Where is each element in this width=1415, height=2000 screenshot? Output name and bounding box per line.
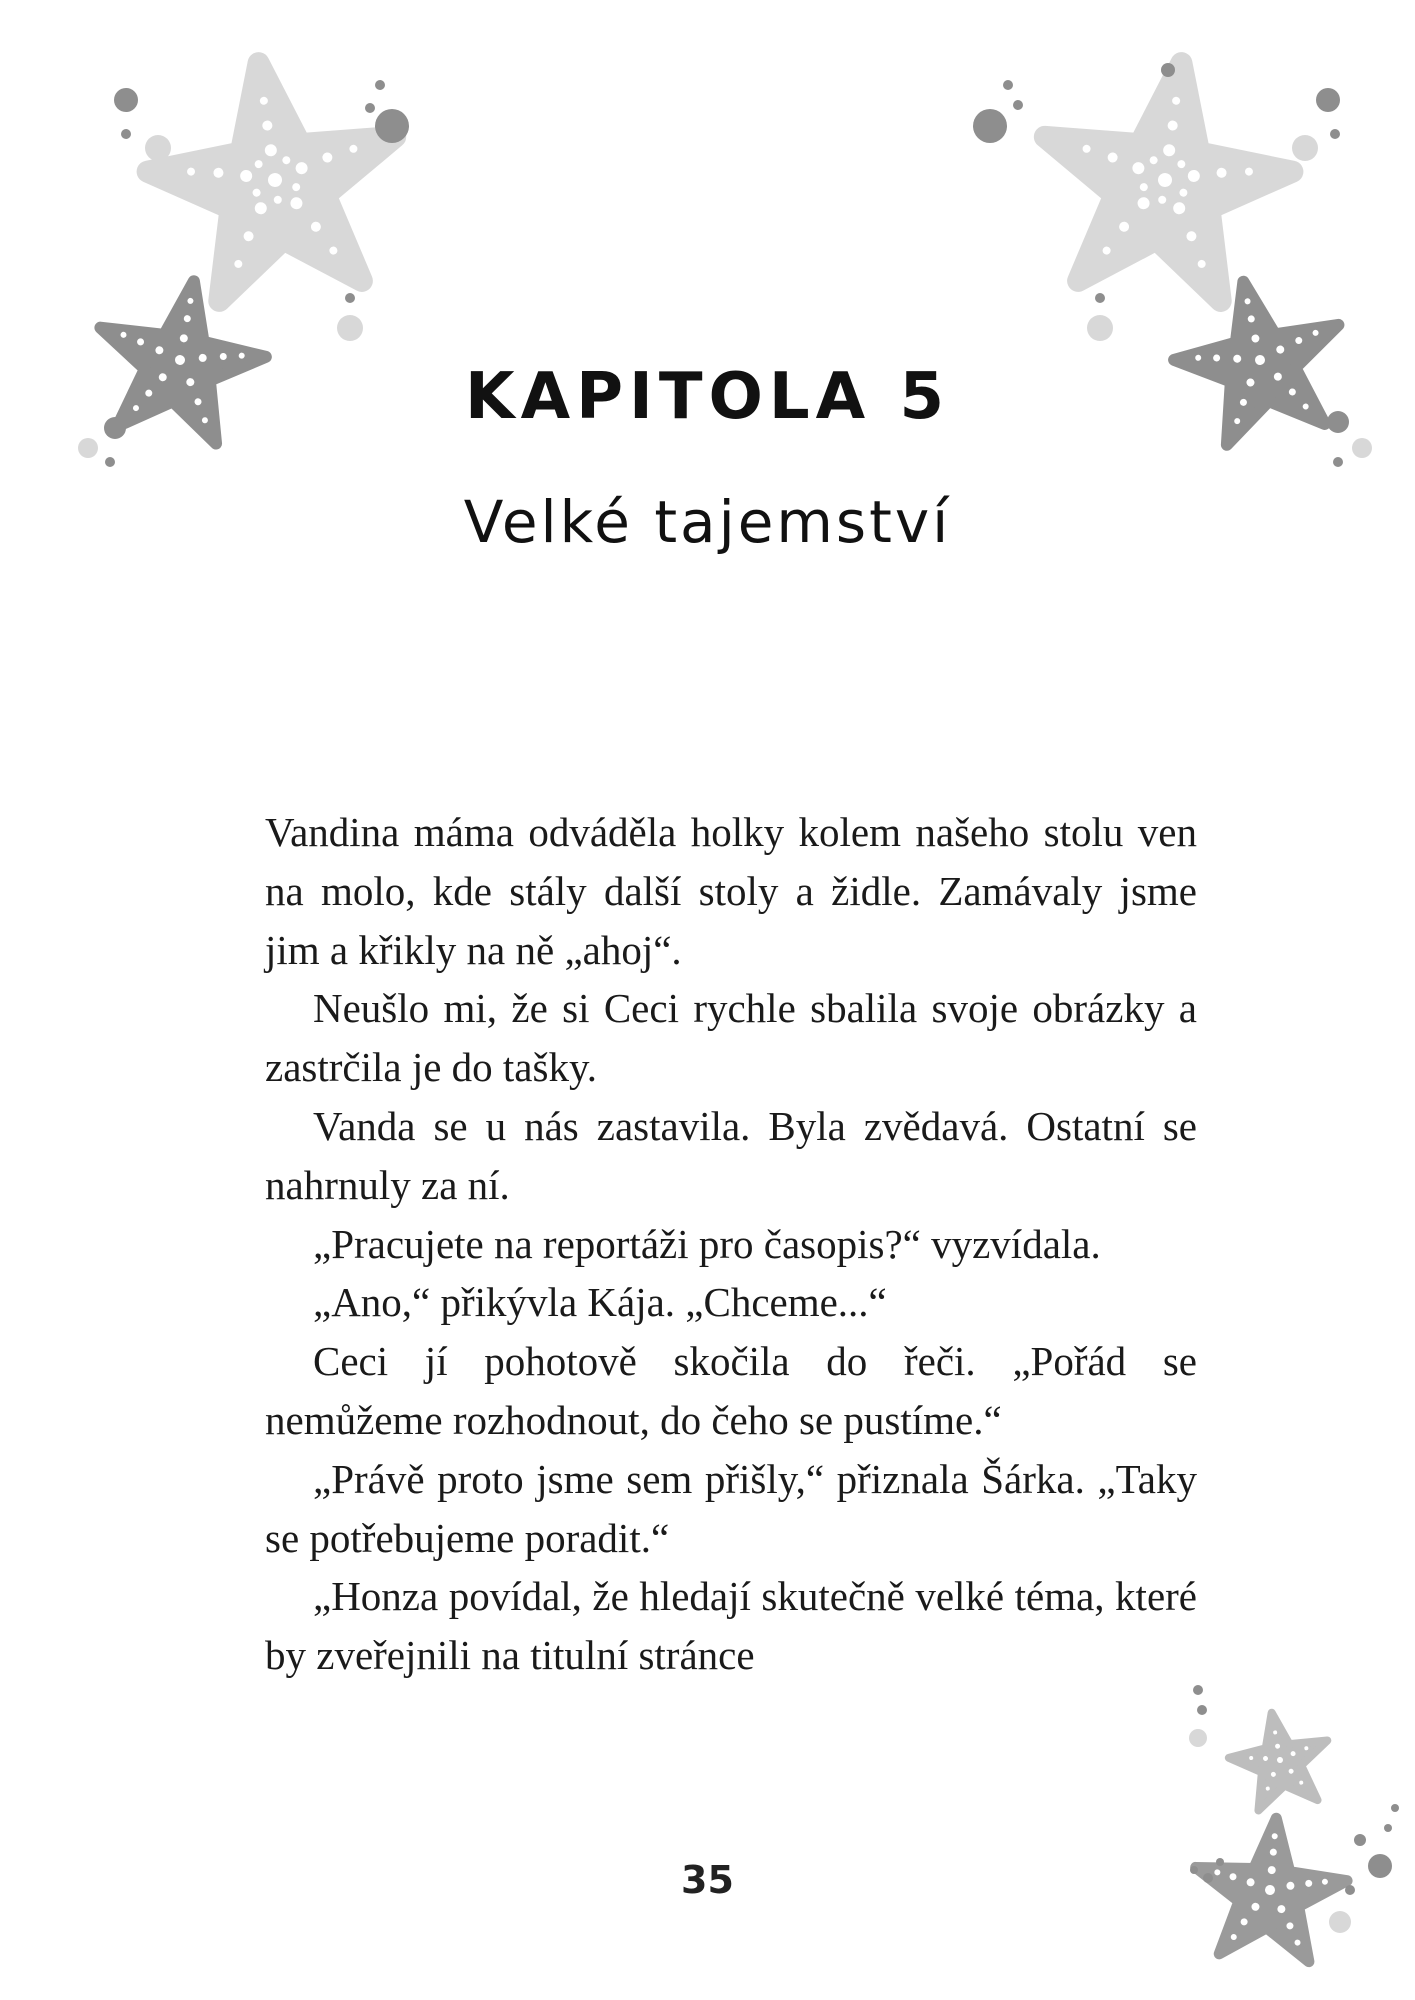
paragraph: Ceci jí pohotově skočila do řeči. „Pořád se nemůžeme rozhodnout, do čeho se pustíme.“	[265, 1338, 1197, 1443]
paragraph: „Ano,“ přikývla Kája. „Chceme...“	[313, 1279, 887, 1326]
large-starfish-icon	[1026, 46, 1306, 309]
paragraph: Neušlo mi, že si Ceci rychle sbalila svoje obrázky a zastrčila je do tašky.	[265, 985, 1197, 1091]
paragraph: „Pracujete na reportáži pro časopis?“ vyzvídala.	[313, 1220, 1101, 1267]
page-number: 35	[681, 1858, 734, 1902]
starfish-cluster-bottom-right	[1180, 1680, 1410, 1990]
large-starfish-icon	[135, 46, 415, 309]
paragraph: „Právě proto jsme sem přišly,“ přiznala Šárka. „Taky se potřebujeme poradit.“	[265, 1455, 1197, 1561]
body-text	[265, 803, 1197, 1685]
paragraph: Vandina máma odváděla holky kolem našeho stolu ven na molo, kde stály další stoly a židle. Zamávaly jsme jim a křikly na ně „ahoj“.	[265, 809, 1197, 973]
chapter-subtitle: Velké tajemství	[463, 488, 952, 556]
paragraph: „Honza povídal, že hledají skutečně velké téma, které by zveřejnili na titulní stránce	[265, 1573, 1197, 1679]
chapter-heading: KAPITOLA 5	[464, 360, 951, 434]
paragraph: Vanda se u nás zastavila. Byla zvědavá. Ostatní se nahrnuly za ní.	[265, 1102, 1197, 1208]
small-starfish-icon	[1222, 1704, 1337, 1814]
